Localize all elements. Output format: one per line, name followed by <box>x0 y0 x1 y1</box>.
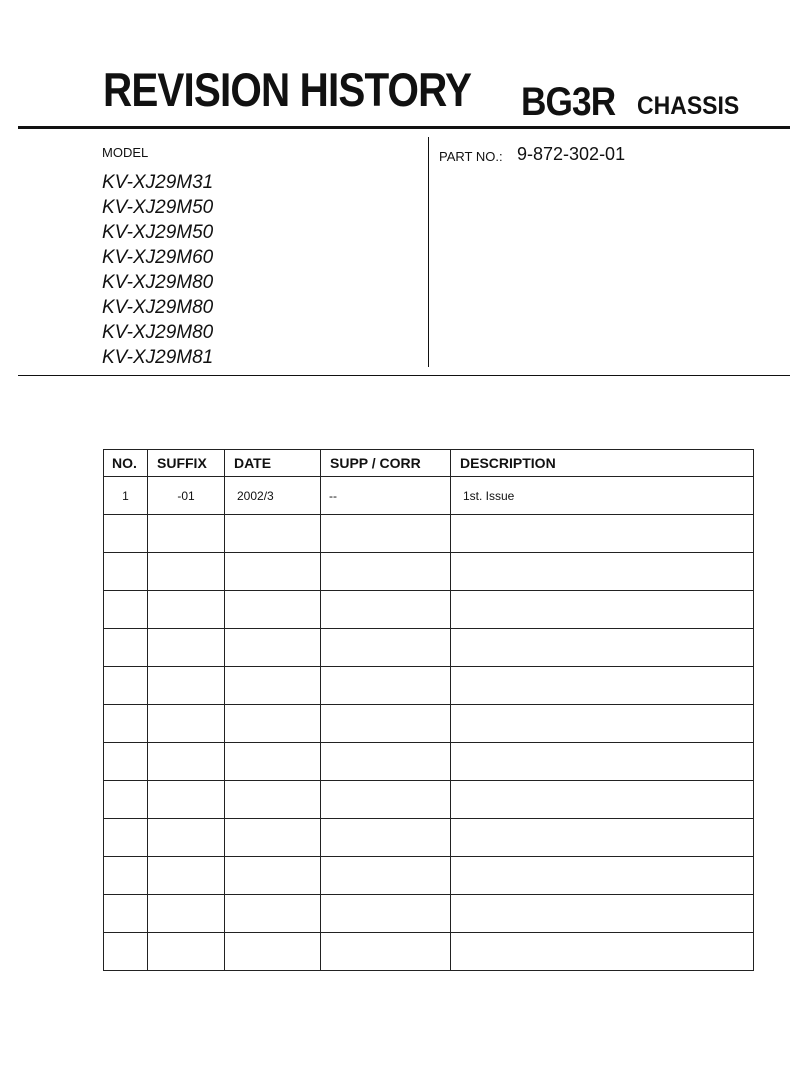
cell-supp-corr <box>321 553 451 591</box>
cell-date <box>225 553 321 591</box>
cell-date <box>225 629 321 667</box>
part-number-label: PART NO.: <box>439 149 503 164</box>
table-row <box>104 667 754 705</box>
cell-description <box>451 591 754 629</box>
table-row <box>104 933 754 971</box>
model-item: KV-XJ29M80 <box>102 272 214 293</box>
cell-no <box>104 933 148 971</box>
column-header-supp-corr: SUPP / CORR <box>321 450 451 477</box>
part-number-value: 9-872-302-01 <box>517 144 626 164</box>
column-header-description: DESCRIPTION <box>451 450 754 477</box>
table-row <box>104 629 754 667</box>
cell-date <box>225 667 321 705</box>
cell-suffix <box>148 819 225 857</box>
model-item: KV-XJ29M60 <box>102 247 214 268</box>
table-row <box>104 591 754 629</box>
cell-no <box>104 553 148 591</box>
section-rule <box>18 375 790 376</box>
cell-no <box>104 591 148 629</box>
cell-no <box>104 629 148 667</box>
cell-suffix <box>148 895 225 933</box>
cell-description <box>451 781 754 819</box>
cell-supp-corr: -- <box>321 477 451 515</box>
cell-description <box>451 667 754 705</box>
cell-date <box>225 895 321 933</box>
cell-date <box>225 857 321 895</box>
cell-date <box>225 515 321 553</box>
cell-suffix <box>148 743 225 781</box>
cell-no <box>104 819 148 857</box>
table-row <box>104 819 754 857</box>
cell-description <box>451 705 754 743</box>
cell-date: 2002/3 <box>225 477 321 515</box>
cell-no <box>104 705 148 743</box>
cell-supp-corr <box>321 895 451 933</box>
cell-date <box>225 591 321 629</box>
cell-date <box>225 705 321 743</box>
table-row <box>104 515 754 553</box>
model-item: KV-XJ29M50 <box>102 197 214 218</box>
cell-description <box>451 933 754 971</box>
cell-supp-corr <box>321 781 451 819</box>
section-divider <box>428 137 429 367</box>
cell-suffix <box>148 705 225 743</box>
cell-no <box>104 857 148 895</box>
cell-supp-corr <box>321 819 451 857</box>
header-rule <box>18 126 790 129</box>
cell-supp-corr <box>321 591 451 629</box>
model-item: KV-XJ29M50 <box>102 222 214 243</box>
cell-date <box>225 743 321 781</box>
cell-date <box>225 781 321 819</box>
cell-description <box>451 895 754 933</box>
cell-supp-corr <box>321 667 451 705</box>
cell-no <box>104 667 148 705</box>
cell-description <box>451 857 754 895</box>
model-label: MODEL <box>102 145 149 160</box>
page-title: REVISION HISTORY <box>103 63 472 116</box>
cell-supp-corr <box>321 857 451 895</box>
table-row <box>104 477 754 515</box>
cell-suffix <box>148 667 225 705</box>
model-item: KV-XJ29M80 <box>102 297 214 318</box>
cell-suffix <box>148 553 225 591</box>
column-header-no: NO. <box>104 450 148 477</box>
chassis-code: BG3R <box>521 80 616 124</box>
cell-suffix <box>148 515 225 553</box>
cell-no <box>104 781 148 819</box>
column-header-suffix: SUFFIX <box>148 450 225 477</box>
cell-date <box>225 933 321 971</box>
model-item: KV-XJ29M31 <box>102 172 214 193</box>
cell-suffix: -01 <box>148 477 225 515</box>
cell-date <box>225 819 321 857</box>
model-list <box>102 170 213 370</box>
table-row <box>104 857 754 895</box>
chassis-label: CHASSIS <box>637 92 740 120</box>
cell-suffix <box>148 781 225 819</box>
cell-description: 1st. Issue <box>451 477 754 515</box>
table-row <box>104 705 754 743</box>
table-body <box>104 477 754 971</box>
cell-supp-corr <box>321 705 451 743</box>
table-row <box>104 743 754 781</box>
cell-no: 1 <box>104 477 148 515</box>
cell-no <box>104 743 148 781</box>
cell-suffix <box>148 933 225 971</box>
cell-description <box>451 629 754 667</box>
cell-suffix <box>148 591 225 629</box>
cell-suffix <box>148 629 225 667</box>
cell-suffix <box>148 857 225 895</box>
table-row <box>104 781 754 819</box>
table-row <box>104 553 754 591</box>
cell-description <box>451 819 754 857</box>
table-header-row <box>104 450 754 477</box>
table-row <box>104 895 754 933</box>
cell-description <box>451 515 754 553</box>
cell-description <box>451 743 754 781</box>
cell-supp-corr <box>321 629 451 667</box>
revision-table <box>103 449 754 971</box>
cell-supp-corr <box>321 515 451 553</box>
column-header-date: DATE <box>225 450 321 477</box>
cell-supp-corr <box>321 743 451 781</box>
cell-description <box>451 553 754 591</box>
model-item: KV-XJ29M80 <box>102 322 214 343</box>
cell-supp-corr <box>321 933 451 971</box>
cell-no <box>104 895 148 933</box>
cell-no <box>104 515 148 553</box>
model-item: KV-XJ29M81 <box>102 347 214 368</box>
